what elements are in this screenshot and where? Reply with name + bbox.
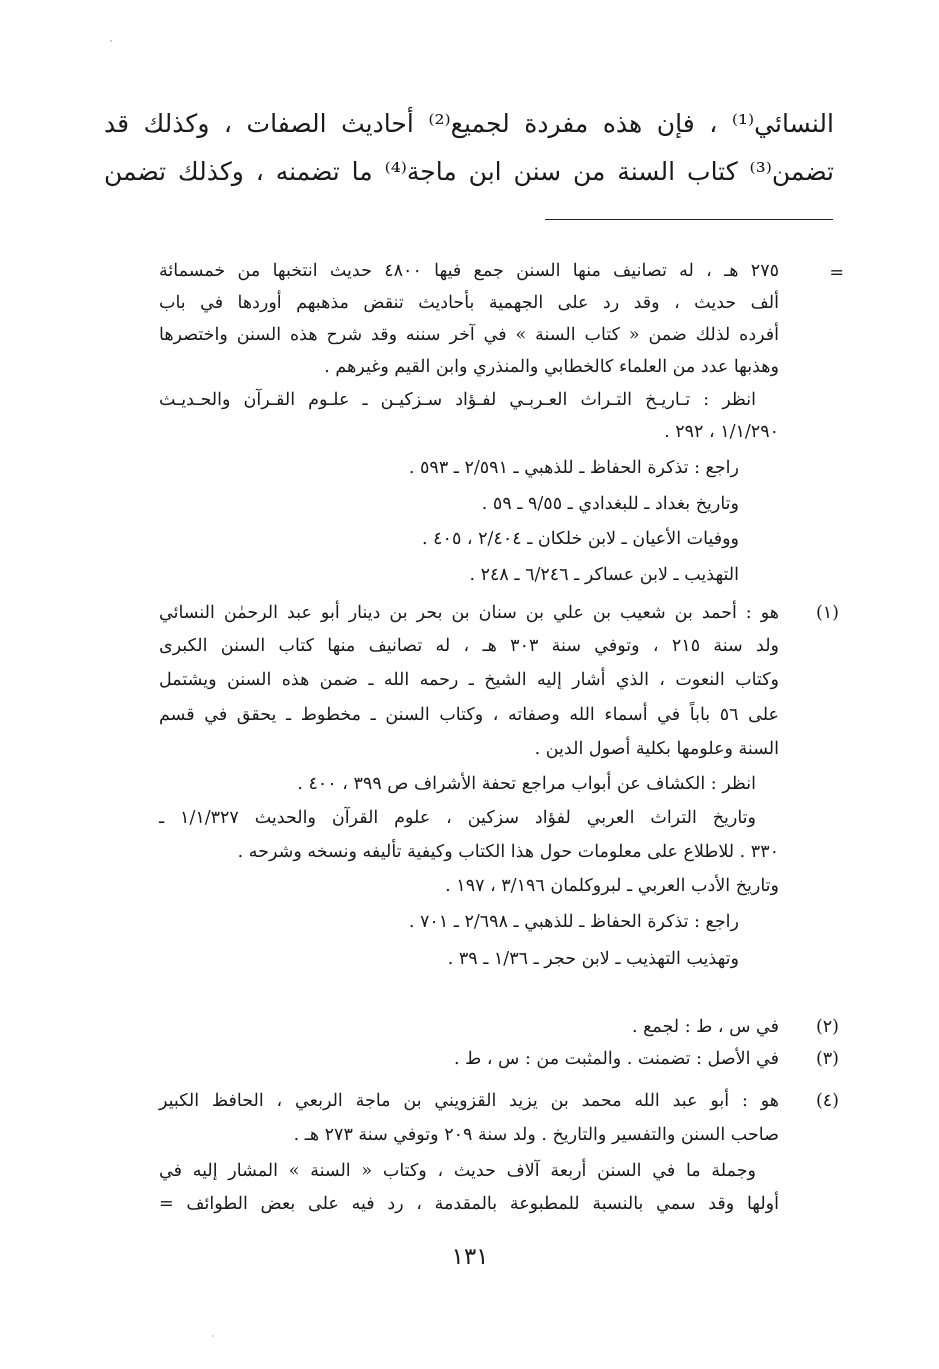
footnote-line: وكتاب النعوت ، الذي أشار إليه الشيخ ـ رحمه الله ـ ضمن هذه السنن ويشتمل	[159, 670, 779, 690]
footnote-line: أولها وقد سمي بالنسبة للمطبوعة بالمقدمة ، رد فيه على بعض الطوائف =	[159, 1194, 779, 1214]
footnote-line: السنة وعلومها بكلية أصول الدين .	[534, 739, 779, 759]
footnote-number: (٣)	[815, 1049, 839, 1069]
main-text	[104, 100, 834, 196]
scan-speck	[212, 1335, 214, 1337]
footnote-line: ١/١/٢٩٠ ، ٢٩٢ .	[664, 422, 779, 442]
main-text-line: النسائي⁽¹⁾ ، فإن هذه مفردة لجميع⁽²⁾ أحاديث الصفات ، وكذلك قد	[104, 109, 834, 138]
footnote-line: صاحب السنن والتفسير والتاريخ . ولد سنة ٢٠٩ وتوفي سنة ٢٧٣ هـ .	[293, 1125, 779, 1145]
footnote-line: هو : أحمد بن شعيب بن علي بن سنان بن بحر بن دينار أبو عبد الرحمٰن النسائي	[159, 603, 779, 623]
footnote-number: (١)	[815, 603, 839, 623]
footnote-line: التهذيب ـ لابن عساكر ـ ٦/٢٤٦ ـ ٢٤٨ .	[469, 565, 739, 585]
footnote-line: ووفيات الأعيان ـ لابن خلكان ـ ٢/٤٠٤ ، ٤٠٥ .	[422, 529, 739, 549]
continuation-marker: =	[829, 263, 844, 283]
main-text-line: تضمن⁽³⁾ كتاب السنة من سنن ابن ماجة⁽⁴⁾ ما تضمنه ، وكذلك تضمن	[104, 157, 834, 186]
footnote-line: انظر : تـاريـخ التـراث العـربـي لفـؤاد سـزكيـن ـ علـوم القـرآن والحـديـث	[159, 390, 756, 410]
footnote-line: ولد سنة ٢١٥ ، وتوفي سنة ٣٠٣ هـ ، له تصانيف منها كتاب السنن الكبرى	[159, 636, 779, 656]
footnote-line: وتهذيب التهذيب ـ لابن حجر ـ ١/٣٦ ـ ٣٩ .	[447, 949, 739, 969]
footnote-line: راجع : تذكرة الحفاظ ـ للذهبي ـ ٢/٦٩٨ ـ ٧٠١ .	[408, 912, 739, 932]
footnote-line: هو : أبو عبد الله محمد بن يزيد القزويني بن ماجة الربعي ، الحافظ الكبير	[159, 1091, 779, 1111]
footnote-line: في س ، ط : لجمع .	[631, 1017, 779, 1037]
page-number: ١٣١	[451, 1244, 489, 1270]
footnote-line: ألف حديث ، وقد رد على الجهمية بأحاديث تنقض مذهبهم أوردها في باب	[159, 293, 779, 313]
footnote-line: أفرده لذلك ضمن « كتاب السنة » في آخر سننه وقد شرح هذه السنن واختصرها	[159, 325, 779, 345]
footnote-separator	[545, 219, 833, 220]
footnote-line: وهذبها عدد من العلماء كالخطابي والمنذري وابن القيم وغيرهم .	[324, 357, 779, 377]
footnote-line: في الأصل : تضمنت . والمثبت من : س ، ط .	[453, 1049, 779, 1069]
footnote-line: وتاريخ الأدب العربي ـ لبروكلمان ٣/١٩٦ ، ١٩٧ .	[445, 876, 779, 896]
footnote-line: ٢٧٥ هـ ، له تصانيف منها السنن جمع فيها ٤٨٠٠ حديث انتخبها من خمسمائة	[159, 261, 779, 281]
footnote-line: راجع : تذكرة الحفاظ ـ للذهبي ـ ٢/٥٩١ ـ ٥٩٣ .	[408, 458, 739, 478]
footnote-number: (٤)	[815, 1091, 839, 1111]
footnote-line: انظر : الكشاف عن أبواب مراجع تحفة الأشراف ص ٣٩٩ ، ٤٠٠ .	[297, 774, 756, 794]
footnote-line: على ٥٦ باباً في أسماء الله وصفاته ، وكتاب السنن ـ مخطوط ـ يحقق في قسم	[159, 705, 779, 725]
scan-speck	[110, 40, 112, 42]
footnote-number: (٢)	[815, 1017, 839, 1037]
footnote-line: ٣٣٠ . للاطلاع على معلومات حول هذا الكتاب وكيفية تأليفه ونسخه وشرحه .	[237, 842, 779, 862]
footnote-line: وتاريخ بغداد ـ للبغدادي ـ ٩/٥٥ ـ ٥٩ .	[481, 494, 739, 514]
footnote-line: وجملة ما في السنن أربعة آلاف حديث ، وكتاب « السنة » المشار إليه في	[159, 1161, 756, 1181]
footnote-line: وتاريخ التراث العربي لفؤاد سزكين ، علوم القرآن والحديث ١/١/٣٢٧ ـ	[159, 808, 756, 828]
